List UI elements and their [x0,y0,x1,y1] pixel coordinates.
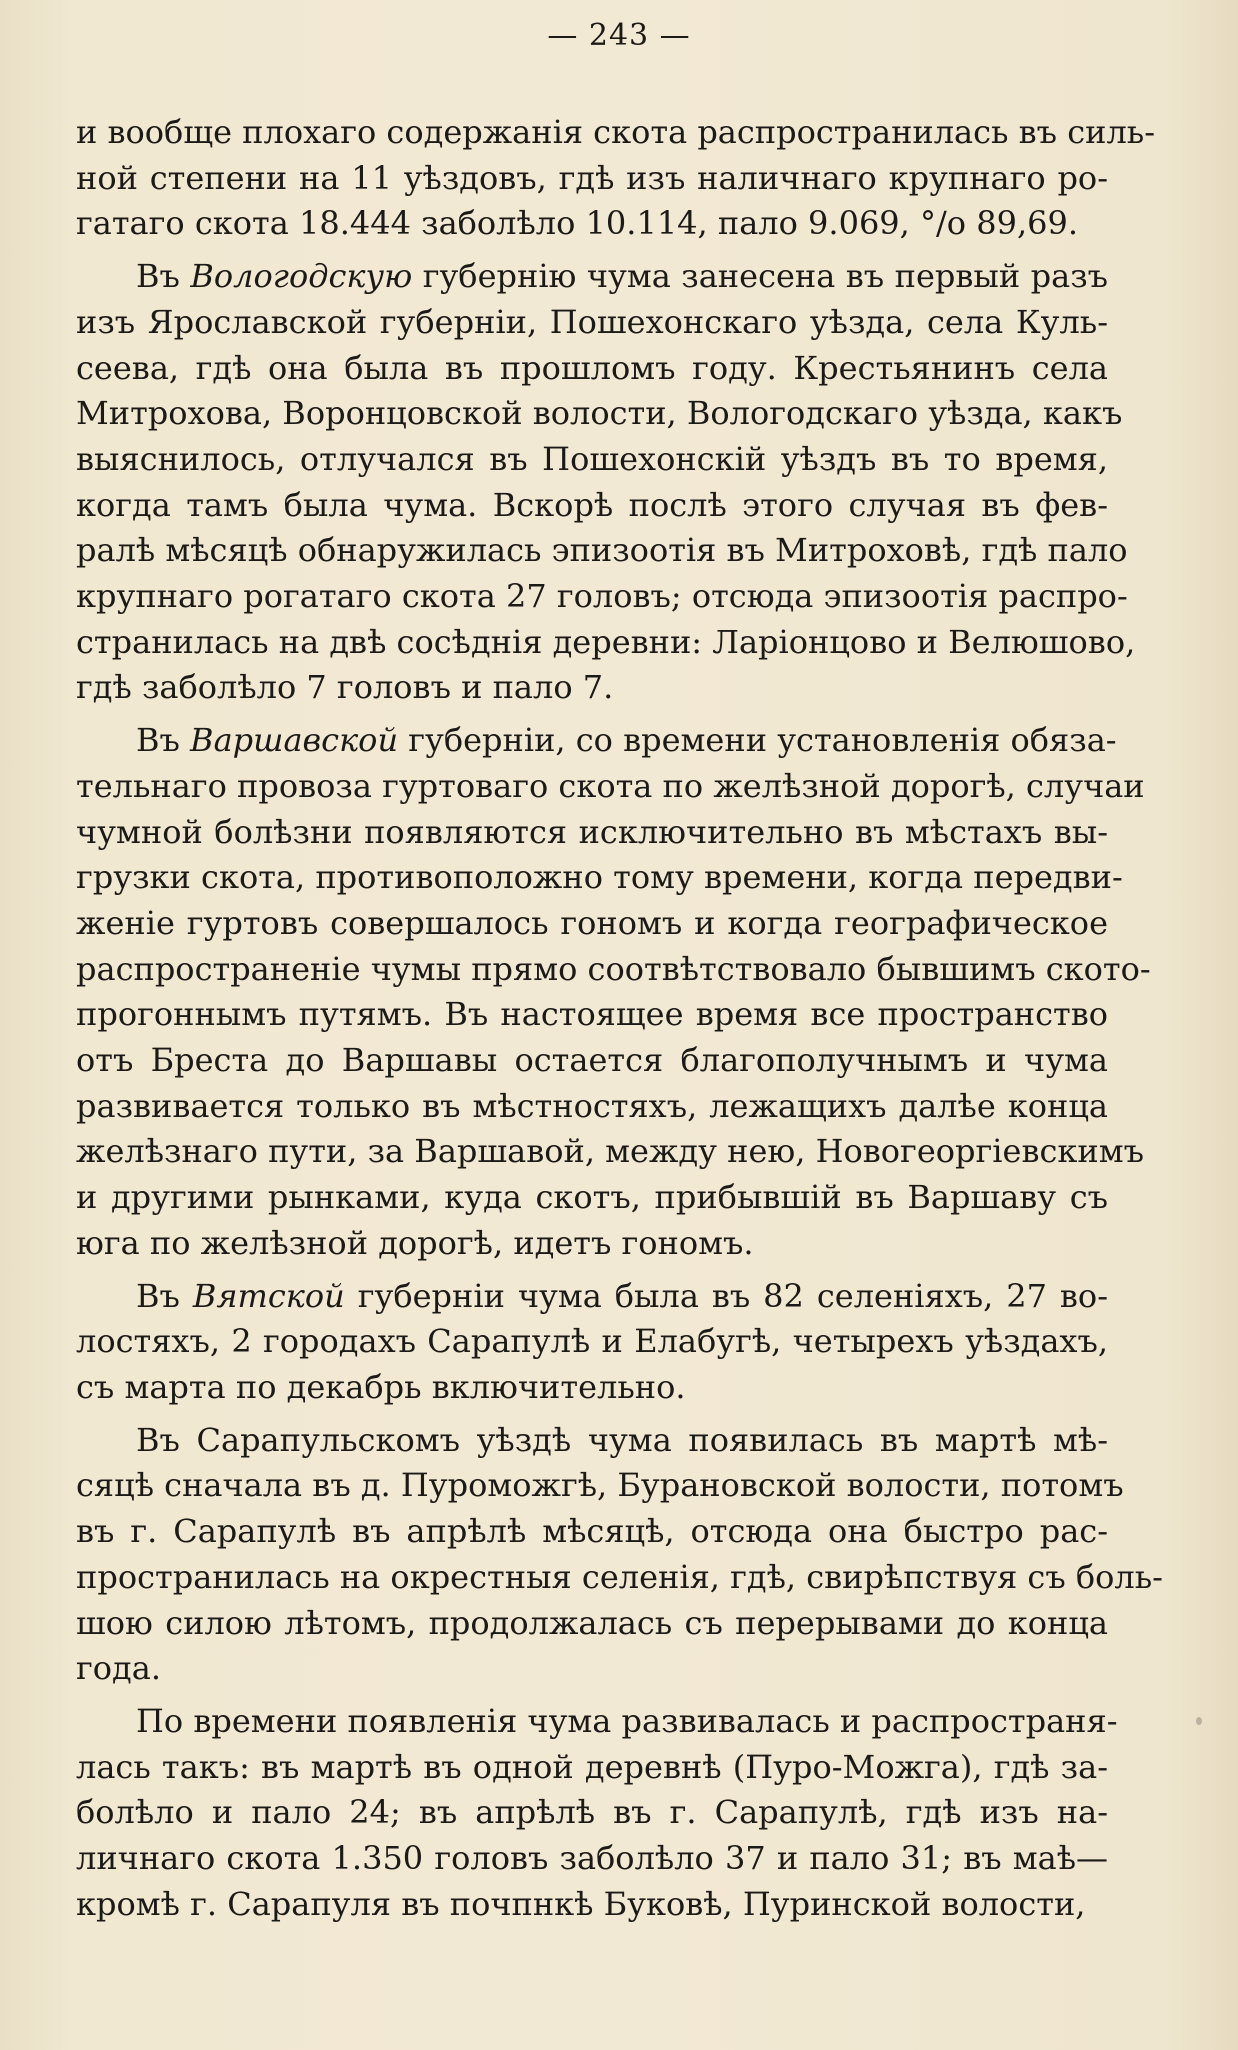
line-segment: крупнаго рогатаго скота 27 головъ; отсюда эпизоотія распро- [76,577,1128,616]
text-line [76,718,1117,764]
text-line [76,1221,1108,1267]
text-line [76,901,1108,947]
line-segment: грузки скота, противоположно тому времени, когда передви- [76,858,1123,897]
line-segment: странилась на двѣ сосѣднія деревни: Ларіонцово и Велюшово, [76,622,1136,661]
text-line [76,1745,1108,1791]
line-segment: изъ Ярославской губерніи, Пошехонскаго уѣзда, села Куль- [76,302,1108,341]
line-segment: Въ [136,721,191,760]
text-line [76,483,1108,529]
text-line [76,1129,1144,1175]
text-line [76,1601,1108,1647]
text-line [76,201,1108,247]
line-segment: прогоннымъ путямъ. Въ настоящее время все пространство [76,995,1108,1034]
text-line [76,1463,1124,1509]
text-line [76,1319,1108,1365]
line-segment: Въ [136,1276,193,1315]
line-segment: сеева, гдѣ она была въ прошломъ году. Крестьянинъ села [76,348,1108,387]
line-segment: развивается только въ мѣстностяхъ, лежащихъ далѣе конца [76,1086,1108,1125]
line-segment: Въ [136,257,191,296]
line-segment: шою силою лѣтомъ, продолжалась съ перерывами до конца [76,1603,1108,1642]
text-line [76,665,1108,711]
text-line [76,110,1155,156]
text-line [76,764,1145,810]
line-segment: въ г. Сарапулѣ въ апрѣлѣ мѣсяцѣ, отсюда она быстро рас- [76,1512,1108,1551]
text-line [76,156,1108,202]
text-line [76,574,1128,620]
text-line [76,346,1108,392]
line-segment: гдѣ заболѣло 7 головъ и пало 7. [76,668,614,707]
text-line [76,391,1123,437]
line-segment: губерніи, со времени установленія обяза- [398,721,1117,760]
line-segment: отъ Бреста до Варшавы остается благополучнымъ и чума [76,1041,1108,1080]
line-segment: болѣло и пало 24; въ апрѣлѣ въ г. Сарапулѣ, гдѣ изъ на- [76,1793,1108,1832]
line-segment: сяцѣ сначала въ д. Пуроможгѣ, Бурановской волости, потомъ [76,1466,1124,1505]
text-line [76,437,1108,483]
line-segment: съ марта по декабрь включительно. [76,1367,686,1406]
body-text [76,110,1163,1927]
text-line [76,1699,1118,1745]
text-line [76,1274,1108,1320]
line-segment: года. [76,1649,161,1688]
line-segment: губерніи чума была въ 82 селеніяхъ, 27 во- [344,1276,1109,1315]
line-segment: личнаго скота 1.350 головъ заболѣло 37 и пало 31; въ маѣ— [76,1839,1108,1878]
paragraph [76,1418,1163,1692]
text-line [76,855,1123,901]
line-segment: чумной болѣзни появляются исключительно въ мѣстахъ вы- [76,812,1108,851]
italic-region-name: Вятской [192,1276,345,1315]
line-segment: тельнаго провоза гуртоваго скота по желѣзной дорогѣ, случаи [76,766,1145,805]
text-line [76,1882,1108,1928]
paper-speck [1196,1717,1202,1725]
text-line [76,1836,1108,1882]
text-line [76,1365,1108,1411]
line-segment: лась такъ: въ мартѣ въ одной деревнѣ (Пуро-Можга), гдѣ за- [76,1747,1108,1786]
page-number: — 243 — [547,18,691,53]
line-segment: женіе гуртовъ совершалось гономъ и когда географическое [76,903,1108,942]
line-segment: выяснилось, отлучался въ Пошехонскій уѣздъ въ то время, [76,439,1108,478]
paragraph [76,718,1151,1266]
line-segment: ралѣ мѣсяцѣ обнаружилась эпизоотія въ Митроховѣ, гдѣ пало [76,531,1128,570]
line-segment: Въ Сарапульскомъ уѣздѣ чума появилась въ мартѣ мѣ- [136,1420,1108,1459]
text-line [76,947,1151,993]
paragraph [76,1274,1108,1411]
text-line [76,300,1108,346]
text-line [76,1509,1108,1555]
line-segment: гатаго скота 18.444 заболѣло 10.114, пало 9.069, °/о 89,69. [76,204,1078,243]
text-line [76,1038,1108,1084]
line-segment: ной степени на 11 уѣздовъ, гдѣ изъ наличнаго крупнаго ро- [76,158,1108,197]
line-segment: губернію чума занесена въ первый разъ [412,257,1109,296]
italic-region-name: Вологодскую [190,257,413,296]
text-line [76,1646,1108,1692]
line-segment: когда тамъ была чума. Вскорѣ послѣ этого случая въ фев- [76,485,1108,524]
line-segment: лостяхъ, 2 городахъ Сарапулѣ и Елабугѣ, четырехъ уѣздахъ, [76,1322,1108,1361]
paragraph [76,110,1155,247]
paragraph [76,254,1136,711]
italic-region-name: Варшавской [190,721,399,760]
line-segment: пространилась на окрестныя селенія, гдѣ, свирѣпствуя съ боль- [76,1557,1163,1596]
text-line [76,1084,1108,1130]
text-line [76,992,1108,1038]
text-line [76,254,1108,300]
text-line [76,1175,1108,1221]
text-line [76,810,1108,856]
text-line [76,1555,1163,1601]
text-line [76,620,1136,666]
text-line [76,528,1128,574]
line-segment: кромѣ г. Сарапуля въ почпнкѣ Буковѣ, Пуринской волости, [76,1884,1086,1923]
text-line [76,1418,1108,1464]
line-segment: и другими рынками, куда скотъ, прибывшій въ Варшаву съ [76,1178,1108,1217]
line-segment: юга по желѣзной дорогѣ, идетъ гономъ. [76,1223,754,1262]
line-segment: По времени появленія чума развивалась и распространя- [136,1701,1118,1740]
paragraph [76,1699,1118,1928]
line-segment: желѣзнаго пути, за Варшавой, между нею, Новогеоргіевскимъ [76,1132,1144,1171]
text-line [76,1790,1108,1836]
line-segment: Митрохова, Воронцовской волости, Вологодскаго уѣзда, какъ [76,394,1123,433]
line-segment: распространеніе чумы прямо соотвѣтствовало бывшимъ ското- [76,949,1151,988]
line-segment: и вообще плохаго содержанія скота распространилась въ силь- [76,113,1155,151]
